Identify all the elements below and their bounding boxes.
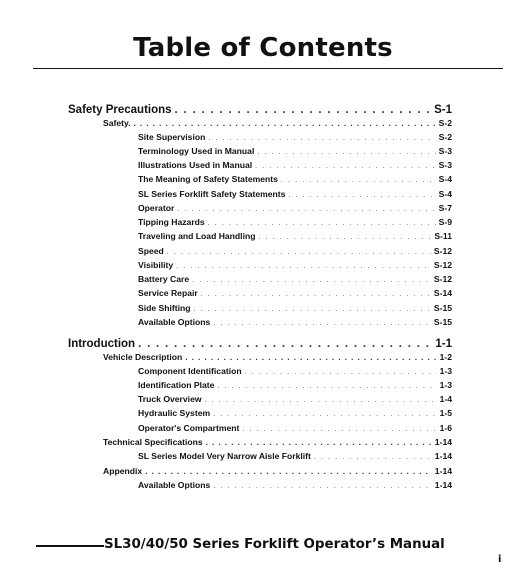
toc-entry-page: S-9 (438, 217, 452, 227)
toc-entry-label: Visibility (138, 260, 174, 270)
toc-entry-component-identification[interactable] (138, 366, 452, 378)
page-number: i (498, 554, 502, 565)
toc-entry-side-shifting[interactable] (138, 303, 452, 315)
toc-entry-page: 1-14 (434, 480, 452, 490)
toc-entry-page: S-15 (433, 317, 452, 327)
toc-entry-available-options-safety[interactable] (138, 317, 452, 329)
toc-leader-dots (201, 289, 431, 300)
toc-entry-tipping-hazards[interactable] (138, 217, 452, 229)
toc-entry-label: Technical Specifications (103, 437, 203, 447)
toc-leader-dots (205, 395, 437, 406)
toc-entry-label: Operator's Compartment (138, 423, 240, 433)
toc-entry-label: Tipping Hazards (138, 217, 205, 227)
toc-entry-label: Available Options (138, 317, 211, 327)
toc-entry-label: Site Supervision (138, 132, 206, 142)
toc-entry-label: Introduction (68, 338, 136, 350)
toc-leader-dots (281, 175, 436, 186)
toc-entry-identification-plate[interactable] (138, 380, 452, 392)
toc-leader-dots (185, 352, 436, 363)
toc-leader-dots (177, 204, 435, 215)
toc-entry-page: 1-3 (439, 366, 452, 376)
toc-entry-site-supervision[interactable] (138, 132, 452, 144)
title-divider (33, 68, 503, 69)
toc-leader-dots (194, 304, 431, 315)
toc-leader-dots (213, 409, 436, 420)
toc-entry-label: Vehicle Description (103, 352, 183, 362)
toc-entry-page: S-1 (434, 104, 452, 116)
toc-subsection-vehicle-description[interactable] (103, 352, 452, 363)
toc-entry-speed[interactable] (138, 246, 452, 258)
toc-leader-dots (167, 247, 431, 258)
toc-entry-label: SL Series Model Very Narrow Aisle Forklift (138, 451, 311, 461)
toc-entry-label: Traveling and Load Handling (138, 231, 256, 241)
toc-leader-dots (138, 337, 432, 351)
toc-entry-page: 1-14 (434, 451, 452, 461)
toc-subsection-safety[interactable] (103, 118, 452, 129)
toc-leader-dots (258, 232, 431, 243)
toc-leader-dots (134, 118, 436, 129)
toc-entry-page: S-3 (438, 146, 452, 156)
toc-entry-label: Speed (138, 246, 164, 256)
toc-entry-safety-statements-meaning[interactable] (138, 174, 452, 186)
toc-entry-sl-series-model[interactable] (138, 451, 452, 463)
toc-subsection-technical-specifications[interactable] (103, 437, 452, 448)
toc-entry-label: The Meaning of Safety Statements (138, 174, 278, 184)
toc-entry-forklift-safety-statements[interactable] (138, 189, 452, 201)
toc-leader-dots (245, 367, 437, 378)
toc-entry-label: Truck Overview (138, 394, 202, 404)
toc-entry-label: Safety Precautions (68, 104, 172, 116)
toc-entry-operator[interactable] (138, 203, 452, 215)
page-title: Table of Contents (133, 33, 393, 63)
toc-entry-available-options-appendix[interactable] (138, 480, 452, 492)
toc-entry-label: Side Shifting (138, 303, 191, 313)
toc-entry-label: Service Repair (138, 288, 198, 298)
toc-entry-page: S-2 (438, 118, 452, 128)
toc-entry-label: Terminology Used in Manual (138, 146, 255, 156)
toc-entry-page: S-12 (433, 260, 452, 270)
toc-entry-page: 1-1 (435, 338, 452, 350)
toc-entry-page: 1-14 (434, 466, 452, 476)
toc-entry-page: S-4 (438, 189, 452, 199)
toc-leader-dots (208, 218, 436, 229)
toc-entry-label: Safety. (103, 118, 131, 128)
toc-leader-dots (145, 466, 432, 477)
toc-leader-dots (206, 437, 432, 448)
footer-rule (36, 545, 104, 547)
footer-manual-title: SL30/40/50 Series Forklift Operator’s Manual (104, 537, 445, 552)
toc-section-introduction[interactable] (68, 337, 452, 351)
toc-leader-dots (213, 481, 432, 492)
toc-leader-dots (192, 275, 431, 286)
toc-entry-page: 1-3 (439, 380, 452, 390)
toc-leader-dots (208, 133, 435, 144)
toc-entry-operators-compartment[interactable] (138, 423, 452, 435)
toc-entry-label: Identification Plate (138, 380, 215, 390)
toc-entry-page: 1-14 (434, 437, 452, 447)
toc-section-safety-precautions[interactable] (68, 103, 452, 117)
toc-entry-page: S-3 (438, 160, 452, 170)
toc-entry-battery-care[interactable] (138, 274, 452, 286)
toc-leader-dots (314, 452, 432, 463)
toc-entry-label: Available Options (138, 480, 211, 490)
toc-entry-truck-overview[interactable] (138, 394, 452, 406)
toc-entry-terminology[interactable] (138, 146, 452, 158)
toc-entry-page: S-4 (438, 174, 452, 184)
toc-leader-dots (176, 261, 431, 272)
toc-entry-label: Battery Care (138, 274, 190, 284)
toc-subsection-appendix[interactable] (103, 466, 452, 477)
toc-leader-dots (213, 318, 431, 329)
toc-entry-page: 1-2 (439, 352, 452, 362)
toc-entry-page: S-12 (433, 246, 452, 256)
toc-entry-page: S-15 (433, 303, 452, 313)
toc-entry-label: Component Identification (138, 366, 242, 376)
toc-entry-page: S-11 (434, 231, 452, 241)
toc-entry-illustrations[interactable] (138, 160, 452, 172)
toc-leader-dots (217, 381, 436, 392)
toc-entry-page: 1-5 (439, 408, 452, 418)
toc-entry-label: SL Series Forklift Safety Statements (138, 189, 286, 199)
toc-entry-page: 1-4 (439, 394, 452, 404)
toc-entry-label: Appendix (103, 466, 143, 476)
toc-entry-label: Illustrations Used in Manual (138, 160, 253, 170)
toc-entry-page: S-14 (433, 288, 452, 298)
toc-entry-page: S-2 (438, 132, 452, 142)
toc-entry-traveling-load-handling[interactable] (138, 231, 452, 243)
toc-leader-dots (257, 147, 435, 158)
toc-entry-label: Operator (138, 203, 175, 213)
toc-leader-dots (255, 161, 436, 172)
toc-entry-page: S-12 (433, 274, 452, 284)
toc-entry-visibility[interactable] (138, 260, 452, 272)
toc-entry-page: 1-6 (439, 423, 452, 433)
toc-entry-page: S-7 (438, 203, 452, 213)
toc-entry-service-repair[interactable] (138, 288, 452, 300)
toc-leader-dots (175, 103, 432, 117)
toc-leader-dots (242, 424, 436, 435)
toc-leader-dots (288, 190, 435, 201)
toc-entry-hydraulic-system[interactable] (138, 408, 452, 420)
toc-entry-label: Hydraulic System (138, 408, 211, 418)
